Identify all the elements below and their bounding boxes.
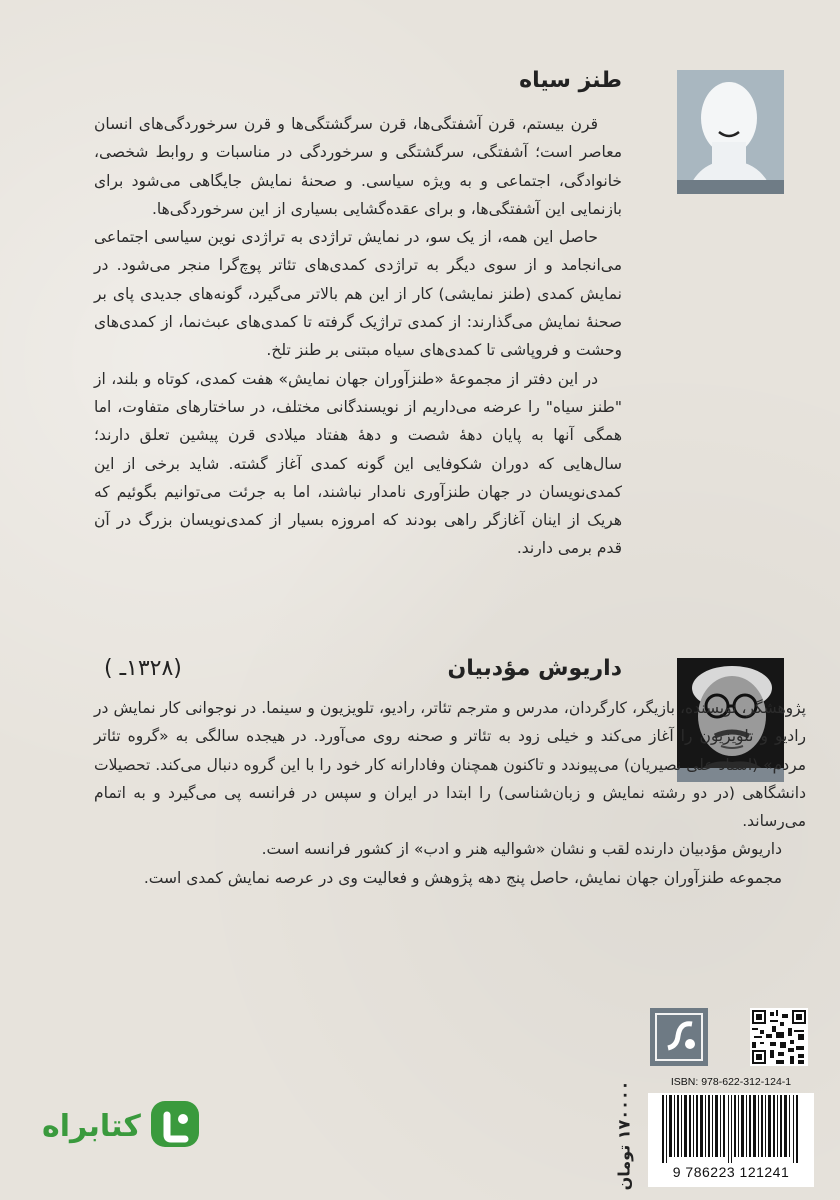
section1-paragraph: حاصل این همه، از یک سو، در نمایش تراژدی به تراژدی نوین سیاسی اجتماعی می‌انجامد و از سوی دیگر به تراژدی کمدی‌های تئاتر پوچ‌گرا منجر می‌شود. در نمایش کمدی (طنز نمایشی) کار از این هم بالاتر می‌گیرد، گونه‌های جدیدی پای بر صحنهٔ نمایش می‌گذارند: از کمدی تراژیک گرفته تا کمدی‌های عبث‌نما، از کمدی‌های وحشت و فروپاشی تا کمدی‌های سیاه مبتنی بر طنز تلخ. — [94, 228, 622, 360]
price-label — [604, 1080, 644, 1190]
barcode-digits: 9 786223 121241 — [648, 1164, 814, 1180]
publisher-logo-icon — [650, 1008, 708, 1066]
section1-body — [94, 110, 622, 563]
author-bio — [94, 694, 806, 892]
masked-face-portrait — [677, 70, 784, 194]
isbn-label: ISBN: 978-622-312-124-1 — [670, 1076, 792, 1088]
price-text: ۱۷۰۰۰۰ تومان — [614, 1080, 634, 1190]
ketabrah-name: کتابراه — [42, 1108, 141, 1144]
ketabrah-brand[interactable] — [42, 1094, 212, 1158]
section1-title: طنز سیاه — [519, 68, 622, 93]
qr-code-icon[interactable] — [750, 1008, 808, 1066]
ketabrah-logo-icon — [147, 1095, 205, 1157]
bio-paragraph: مجموعه طنزآوران جهان نمایش، حاصل پنج دهه پژوهش و فعالیت وی در عرصه نمایش کمدی است. — [143, 868, 782, 887]
bio-paragraph: داریوش مؤدبیان دارنده لقب و نشان «شوالیه هنر و ادب» از کشور فرانسه است. — [261, 840, 782, 859]
section1-paragraph: در این دفتر از مجموعهٔ «طنزآوران جهان نمایش» هفت کمدی، کوتاه و بلند، از "طنز سیاه" را عرضه می‌داریم از نویسندگانی مختلف، در ساختارهای متفاوت، اما همگی آنها به پایان دههٔ شصت و دههٔ هفتاد میلادی قرن پیشین تعلق دارند؛ سال‌هایی که دوران شکوفایی این گونه کمدی آغاز گشته. شاید برخی از این کمدی‌نویسان در جهان طنزآوری نامدار نباشند، اما به جرئت می‌توانیم بگوئیم که هریک از اینان آغازگر راهی بودند که امروزه بسیار از کمدی‌نویسان بزرگ در آن قدم برمی دارند. — [94, 369, 622, 558]
author-name: داریوش مؤدبیان — [447, 656, 622, 681]
bio-paragraph: پژوهشگر، نویسنده، بازیگر، کارگردان، مدرس و مترجم تئاتر، رادیو، تلویزیون و سینما. در نوجوانی کار نمایش در رادیو و تلویزیون را آغاز می‌کند و خیلی زود به تئاتر و صحنه روی می‌آورد. در هیجده سالگی به «گروه تئاتر مردم» (استاد علی نصیریان) می‌پیوندد و تاکنون همچنان وفادارانه کار خود را با این گروه دنبال می‌کند. تحصیلات دانشگاهی (در دو رشته نمایش و زبان‌شناسی) را ابتدا در ایران و سپس در فرانسه پی می‌گیرد و به اتمام می‌رساند. — [94, 699, 806, 831]
author-years: (۱۳۲۸ـ ) — [104, 656, 182, 681]
section1-paragraph: قرن بیستم، قرن آشفتگی‌ها، قرن سرگشتگی‌ها و قرن سرخوردگی‌های انسان معاصر است؛ آشفتگی، سرگشتگی و سرخوردگی در مناسبات و روابط شخصی، خانوادگی، اجتماعی و به ویژه سیاسی. و صحنهٔ نمایش جایگاهی می‌شود برای بازنمایی این آشفتگی‌ها، و برای عقده‌گشایی بسیاری از این سرخوردگی‌ها. — [94, 115, 622, 218]
